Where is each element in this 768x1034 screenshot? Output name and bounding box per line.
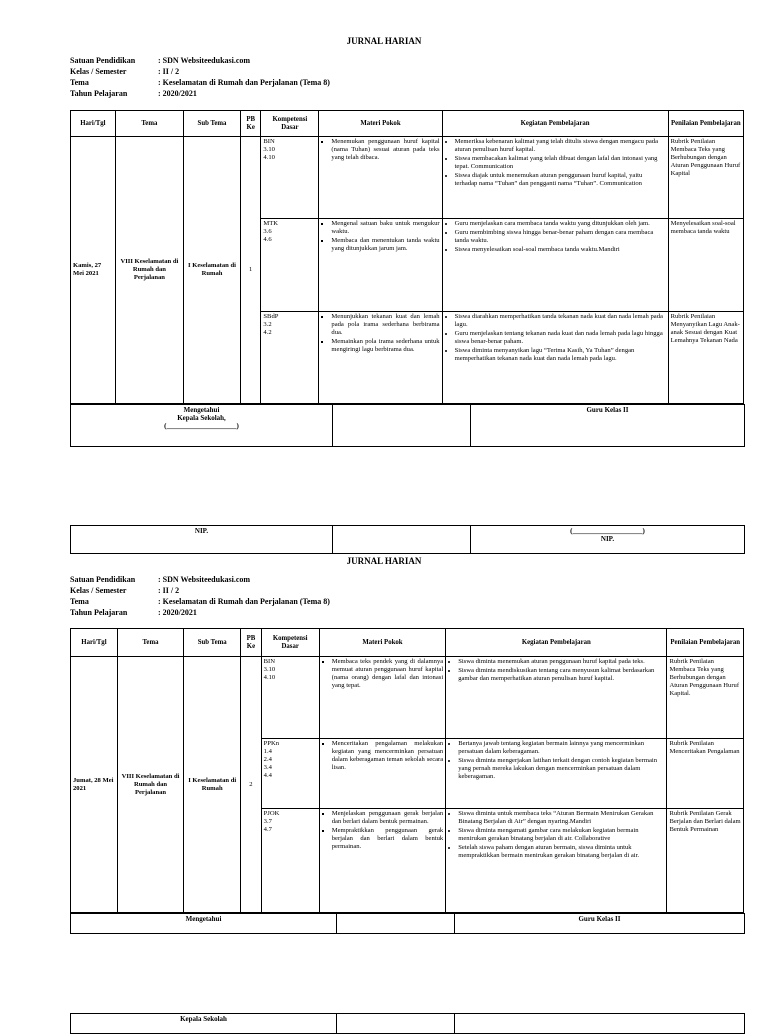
- info-value: : Keselamatan di Rumah dan Perjalanan (Tema 8): [158, 78, 330, 87]
- list-item: • Siswa diminta mengerjakan latihan terkait dengan contoh kegiatan bermain yang pernah mereka lakukan dengan mencerminkan persatuan dalam keberagaman.: [458, 757, 664, 781]
- header-kd: Kompetensi Dasar: [261, 111, 319, 137]
- nip-right-label: NIP.: [600, 535, 615, 543]
- list-item: • Siswa menyelesaikan soal-soal membaca tanda waktu.Mandiri: [455, 246, 666, 254]
- list-item: • Guru membimbing siswa hingga benar-benar paham dengan cara membaca tanda waktu.: [455, 229, 666, 245]
- kegiatan-cell: [446, 657, 667, 739]
- info-value: : SDN Websiteedukasi.com: [158, 56, 251, 65]
- journal-2-signature: [70, 913, 745, 934]
- materi-cell: [319, 137, 442, 219]
- sig-right: Guru Kelas II: [471, 405, 745, 447]
- list-item: • Bertanya jawab tentang kegiatan bermain lainnya yang mencerminkan persatuan dalam keberagaman.: [458, 740, 664, 756]
- list-item: • Siswa diminta untuk membaca teks “Aturan Bermain Menirukan Gerakan Binatang Berjalan di Air” dengan nyaring.Mandiri: [458, 810, 664, 826]
- pb-cell: 2: [241, 657, 261, 913]
- header-tema: Tema: [117, 629, 183, 657]
- info-key: Satuan Pendidikan: [70, 575, 136, 584]
- journal-1-signature: [70, 404, 745, 447]
- penilaian-cell: Menyelesaikan soal-soal membaca tanda waktu: [668, 219, 743, 312]
- header-hari: Hari/Tgl: [71, 629, 118, 657]
- kd-cell: BIN 3.10 4.10: [261, 137, 319, 219]
- sig-right: Guru Kelas II: [455, 914, 745, 934]
- list-item: • Guru menjelaskan tentang tekanan nada kuat dan nada lemah pada lagu hingga siswa benar-benar paham.: [455, 330, 666, 346]
- kd-cell: BIN 3.10 4.10: [261, 657, 319, 739]
- materi-cell: [319, 312, 442, 404]
- sig-left: [71, 405, 333, 447]
- info-key: Satuan Pendidikan: [70, 56, 136, 65]
- list-item: ▪ Membaca teks pendek yang di dalamnya memuat aturan penggunaan huruf kapital (nama orang) dengan lafal dan intonasi yang tepat.: [332, 658, 443, 690]
- header-kegiatan: Kegiatan Pembelajaran: [442, 111, 668, 137]
- kd-cell: MTK 3.6 4.6: [261, 219, 319, 312]
- list-item: • Guru menjelaskan cara membaca tanda waktu yang ditunjukkan oleh jam.: [455, 220, 666, 228]
- penilaian-cell: Rubrik Penilaian Membaca Teks yang Berhubungan dengan Aturan Penggunaan Huruf Kapital.: [667, 657, 744, 739]
- tema-cell: VIII Keselamatan di Rumah dan Perjalanan: [115, 137, 183, 404]
- info-key: Tahun Pelajaran: [70, 608, 128, 617]
- list-item: ▪ Menjelaskan penggunaan gerak berjalan dan berlari dalam bentuk permainan.: [332, 810, 443, 826]
- header-materi: Materi Pokok: [319, 111, 442, 137]
- info-key: Kelas / Semester: [70, 586, 127, 595]
- info-key: Tema: [70, 597, 89, 606]
- list-item: ▪ Menemukan penggunaan huruf kapital (nama Tuhan) sesuai aturan pada teks yang telah dibaca.: [331, 138, 439, 162]
- list-item: • Siswa membacakan kalimat yang telah dibuat dengan lafal dan intonasi yang tepat. Communication: [455, 155, 666, 171]
- penilaian-cell: Rubrik Penilaian Menyanyikan Lagu Anak-anak Sesuai dengan Kuat Lemahnya Tekanan Nada: [668, 312, 743, 404]
- sig-left-label: Mengetahui Kepala Sekolah,: [177, 406, 226, 422]
- kegiatan-cell: [446, 739, 667, 809]
- kepala-sekolah: Kepala Sekolah: [71, 1014, 337, 1034]
- info-key: Tahun Pelajaran: [70, 89, 128, 98]
- penilaian-cell: Rubrik Penilaian Gerak Berjalan dan Berlari dalam Bentuk Permainan: [667, 809, 744, 913]
- header-tema: Tema: [115, 111, 183, 137]
- info-value: : 2020/2021: [158, 608, 197, 617]
- materi-cell: [319, 739, 445, 809]
- penilaian-cell: Rubrik Penilaian Membaca Teks yang Berhubungan dengan Aturan Penggunaan Huruf Kapital: [668, 137, 743, 219]
- info-key: Kelas / Semester: [70, 67, 127, 76]
- sig-left-blank: (____________________): [164, 422, 239, 430]
- header-penilaian: Penilaian Pembelajaran: [668, 111, 743, 137]
- header-materi: Materi Pokok: [319, 629, 445, 657]
- journal-1-nip: [70, 525, 745, 554]
- materi-cell: [319, 809, 445, 913]
- kd-cell: PJOK 3.7 4.7: [261, 809, 319, 913]
- kegiatan-cell: [446, 809, 667, 913]
- list-item: • Siswa diminta mendiskusikan tentang cara menyusun kalimat berdasarkan gambar dan memperhatikan aturan penulisan huruf kapital.: [458, 667, 664, 683]
- header-pb: PB Ke: [241, 111, 261, 137]
- info-key: Tema: [70, 78, 89, 87]
- header-hari: Hari/Tgl: [71, 111, 116, 137]
- hari-cell: Jumat, 28 Mei 2021: [71, 657, 118, 913]
- kd-cell: SBdP 3.2 4.2: [261, 312, 319, 404]
- journal-2-table: [70, 628, 744, 913]
- list-item: • Siswa diminta menemukan aturan penggunaan huruf kapital pada teks.: [458, 658, 664, 666]
- header-subtema: Sub Tema: [184, 111, 241, 137]
- list-item: ▪ Memainkan pola irama sederhana untuk mengiringi lagu berbirama dua.: [331, 338, 439, 354]
- sig-left: Mengetahui: [71, 914, 337, 934]
- header-penilaian: Penilaian Pembelajaran: [667, 629, 744, 657]
- list-item: • Memeriksa kebenaran kalimat yang telah ditulis siswa dengan mengacu pada aturan penulisan huruf kapital.: [455, 138, 666, 154]
- journal-1-info: [70, 55, 330, 99]
- list-item: ▪ Menceritakan pengalaman melakukan kegiatan yang mencerminkan persatuan dalam keberagaman teman sekolah secara lisan.: [332, 740, 443, 772]
- list-item: ▪ Mempraktikkan penggunaan gerak berjalan dan berlari dalam bentuk permainan.: [332, 827, 443, 851]
- info-value: : Keselamatan di Rumah dan Perjalanan (Tema 8): [158, 597, 330, 606]
- kd-cell: PPKn 1.4 2.4 3.4 4.4: [261, 739, 319, 809]
- nip-right: [471, 526, 745, 554]
- penilaian-cell: Rubrik Penilaian Menceritakan Pengalaman: [667, 739, 744, 809]
- tema-cell: VIII Keselamatan di Rumah dan Perjalanan: [117, 657, 183, 913]
- info-value: : II / 2: [158, 586, 180, 595]
- list-item: ▪ Menunjukkan tekanan kuat dan lemah pada pola irama sederhana berbirama dua.: [331, 313, 439, 337]
- materi-cell: [319, 219, 442, 312]
- list-item: • Siswa diarahkan memperhatikan tanda tekanan nada kuat dan nada lemah pada lagu.: [455, 313, 666, 329]
- journal-1-title: JURNAL HARIAN: [346, 36, 422, 46]
- list-item: • Setelah siswa paham dengan aturan bermain, siswa diminta untuk mempraktikkan bermain menirukan gerakan binatang berjalan di air.: [458, 844, 664, 860]
- info-value: : SDN Websiteedukasi.com: [158, 575, 251, 584]
- header-pb: PB Ke: [241, 629, 261, 657]
- list-item: • Siswa diminta mengamati gambar cara melakukan kegiatan bermain menirukan gerakan binatang berjalan di air. Collaborative: [458, 827, 664, 843]
- list-item: ▪ Membaca dan menentukan tanda waktu yang ditunjukkan jarum jam.: [331, 237, 439, 253]
- list-item: • Siswa diminta menyanyikan lagu “Terima Kasih, Ya Tuhan” dengan memperhatikan tekanan nada kuat dan nada lemah pada lagu.: [455, 347, 666, 363]
- header-kd: Kompetensi Dasar: [261, 629, 319, 657]
- nip-spacer: [333, 526, 471, 554]
- nip-right-blank: (____________________): [570, 527, 645, 535]
- list-item: • Siswa diajak untuk menemukan aturan penggunaan huruf kapital, yaitu terhadap nama “Tuhan” dan pengganti nama “Tuhan”. Communication: [455, 172, 666, 188]
- kegiatan-cell: [442, 312, 668, 404]
- kegiatan-cell: [442, 219, 668, 312]
- journal-1-table: [70, 110, 744, 404]
- materi-cell: [319, 657, 445, 739]
- nip-left: NIP.: [71, 526, 333, 554]
- info-value: : II / 2: [158, 67, 180, 76]
- subtema-cell: I Keselamatan di Rumah: [184, 137, 241, 404]
- header-kegiatan: Kegiatan Pembelajaran: [446, 629, 667, 657]
- pb-cell: 1: [241, 137, 261, 404]
- sig-spacer: [337, 914, 455, 934]
- info-value: : 2020/2021: [158, 89, 197, 98]
- header-subtema: Sub Tema: [184, 629, 241, 657]
- kegiatan-cell: [442, 137, 668, 219]
- journal-2-title: JURNAL HARIAN: [346, 556, 422, 566]
- subtema-cell: I Keselamatan di Rumah: [184, 657, 241, 913]
- list-item: ▪ Mengenal satuan baku untuk mengukur waktu.: [331, 220, 439, 236]
- journal-2-info: [70, 574, 330, 618]
- sig-spacer: [333, 405, 471, 447]
- hari-cell: Kamis, 27 Mei 2021: [71, 137, 116, 404]
